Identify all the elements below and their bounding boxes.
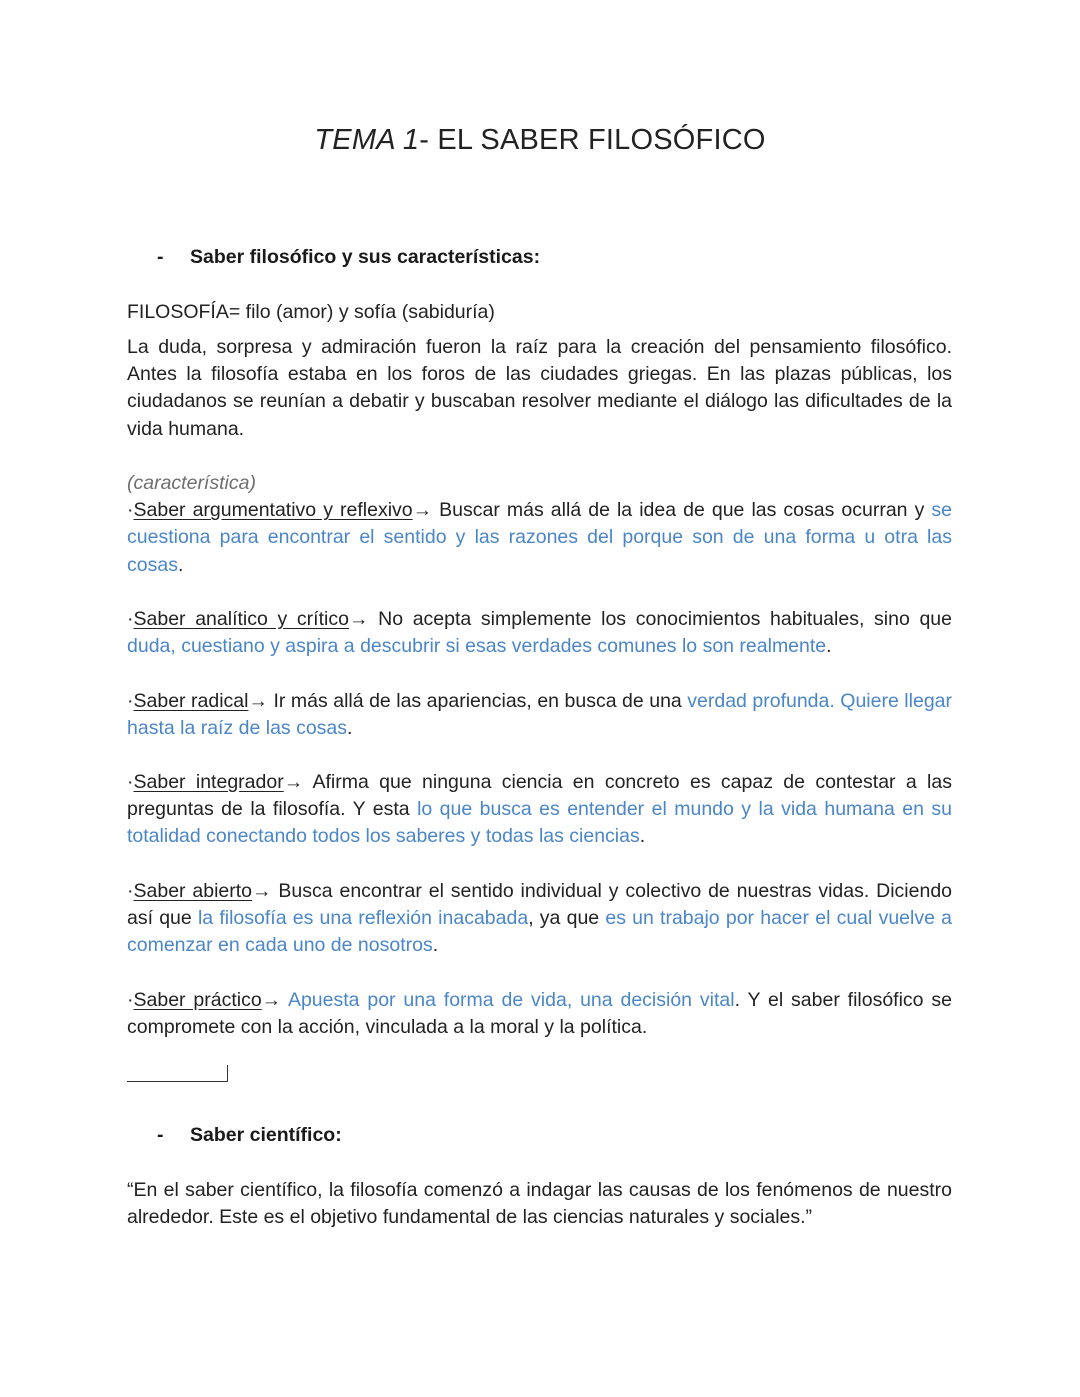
feature-paragraph-6: ·Saber práctico→ Apuesta por una forma de vida, una decisión vital. Y el saber filosófico se compromete con la acción, vinculada a la moral y la política. — [127, 989, 952, 1039]
bullet-dash: - — [157, 1124, 164, 1146]
feature-label: Saber analítico y crítico — [133, 608, 349, 630]
definition-line: FILOSOFÍA= filo (amor) y sofía (sabiduría) — [127, 301, 495, 323]
feature-paragraph: ·Saber argumentativo y reflexivo→ Buscar más allá de la idea de que las cosas ocurran y se cuestiona para encontrar el sentido y las razones del porque son de una forma u otra las cosas. — [127, 499, 952, 576]
highlight-text: duda, cuestiano y aspira a descubrir si esas verdades comunes lo son realmente — [127, 635, 827, 658]
highlight-text: verdad profunda. Quiere llegar hasta la raíz de las cosas — [127, 690, 952, 740]
feature-label: Saber radical — [133, 690, 249, 712]
highlight-text: la filosofía es una reflexión inacabada — [197, 907, 529, 930]
feature-paragraph-3: ·Saber radical→ Ir más allá de las apariencias, en busca de una verdad profunda. Quiere llegar hasta la raíz de las cosas. — [127, 690, 952, 740]
arrow-icon: → — [248, 690, 268, 712]
bullet-dash: - — [157, 246, 164, 268]
feature-label: Saber abierto — [133, 880, 253, 902]
feature-paragraph-2: ·Saber analítico y crítico→ No acepta simplemente los conocimientos habituales, sino que duda, cuestiano y aspira a descubrir si esas verdades comunes lo son realmente. — [127, 608, 952, 658]
intro-paragraph: La duda, sorpresa y admiración fueron la raíz para la creación del pensamiento filosófico. Antes la filosofía estaba en los foros de las ciudades griegas. En las plazas públicas, los ciudadanos se reunían a debatir y buscaban resolver mediante el diálogo las dificultades de la vida humana. — [127, 336, 952, 440]
separator-line — [127, 1071, 227, 1083]
title-topic: TEMA 1 — [314, 124, 420, 156]
feature-label: Saber integrador — [133, 771, 284, 793]
highlight-text: es un trabajo por hacer el cual vuelve a comenzar en cada uno de nosotros — [127, 907, 952, 957]
feature-label: Saber práctico — [133, 989, 262, 1011]
highlight-text: lo que busca es entender el mundo y la vida humana en su totalidad conectando todos los saberes y todas las ciencias — [127, 798, 952, 848]
feature-paragraph-4: ·Saber integrador→ Afirma que ninguna ciencia en concreto es capaz de contestar a las preguntas de la filosofía. Y esta lo que busca es entender el mundo y la vida humana en su totalidad conectando todos los saberes y todas las ciencias. — [127, 771, 952, 848]
section-heading-saber-filosofico — [157, 246, 540, 269]
feature-block-1 — [127, 470, 952, 579]
quote-paragraph: “En el saber científico, la filosofía comenzó a indagar las causas de los fenómenos de nuestro alrededor. Este es el objetivo fundamental de las ciencias naturales y sociales.” — [127, 1179, 952, 1229]
arrow-icon: → — [348, 608, 369, 630]
note-label: (característica) — [127, 472, 256, 494]
text-cursor-mark — [227, 1065, 229, 1082]
section-heading-text: Saber filosófico y sus características: — [190, 246, 541, 268]
highlight-text: se cuestiona para encontrar el sentido y las razones del porque son de una forma u otra las cosas — [127, 499, 952, 576]
section-heading-saber-cientifico — [157, 1124, 342, 1147]
arrow-icon: → — [283, 771, 304, 793]
feature-paragraph-5: ·Saber abierto→ Busca encontrar el sentido individual y colectivo de nuestras vidas. Diciendo así que la filosofía es una reflexión inacabada, ya que es un trabajo por hacer el cual vuelve a comenzar en cada uno de nosotros. — [127, 880, 953, 957]
section-heading-text: Saber científico: — [190, 1124, 342, 1146]
arrow-icon: → — [412, 499, 433, 522]
feature-label: Saber argumentativo y reflexivo — [133, 499, 413, 522]
page-title — [0, 124, 1080, 157]
title-text: - EL SABER FILOSÓFICO — [419, 124, 766, 156]
arrow-icon: → — [252, 880, 272, 902]
arrow-icon: → — [261, 989, 282, 1011]
highlight-text: Apuesta por una forma de vida, una decisión vital — [287, 989, 735, 1011]
